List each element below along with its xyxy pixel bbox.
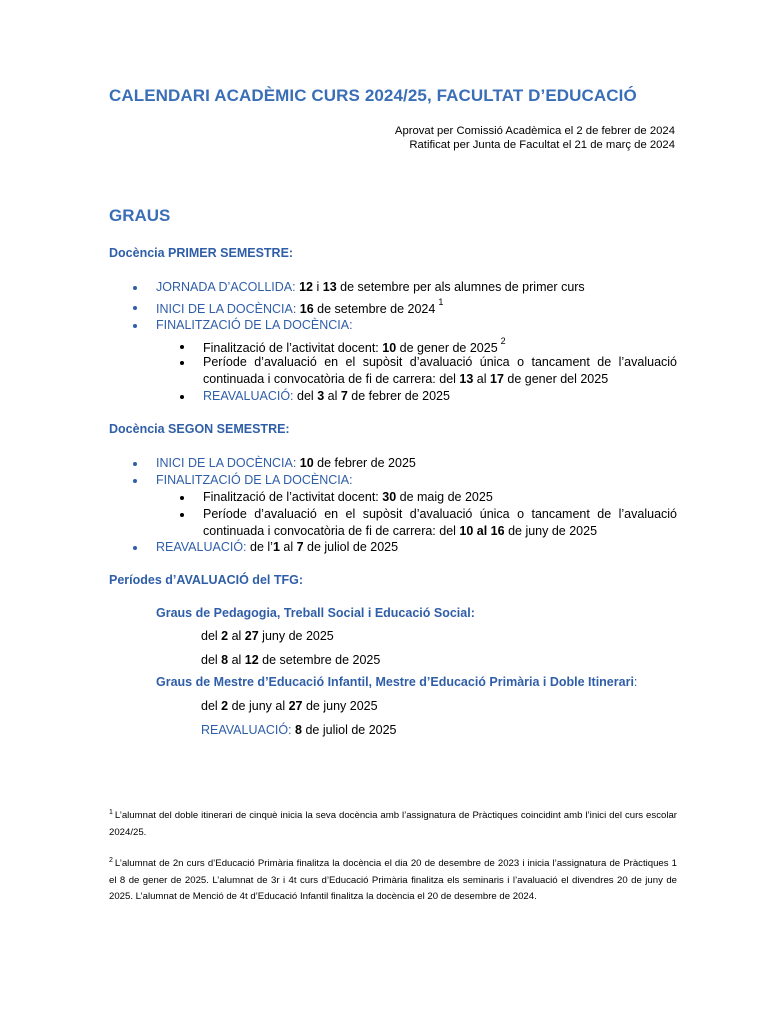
- approval-note: [395, 124, 675, 152]
- second-semester-inici: [156, 456, 416, 470]
- inici-label: INICI DE LA DOCÈNCIA:: [156, 302, 297, 317]
- acollida-day2: 13: [322, 280, 337, 294]
- bullet-icon: [180, 395, 186, 401]
- first-semester-acollida: [156, 280, 585, 294]
- period-rest: de setembre de 2025: [258, 653, 381, 667]
- period-from: 2: [221, 629, 229, 643]
- acollida-day1: 12: [299, 280, 314, 294]
- group2-heading-text: Graus de Mestre d’Educació Infantil, Mestre d’Educació Primària i Doble Itinerari: [156, 675, 634, 689]
- bullet-icon: [133, 324, 139, 330]
- reav-label: REAVALUACIÓ:: [156, 540, 247, 554]
- tfg-group2-period1: [201, 699, 378, 713]
- reav-rest: de juliol de 2025: [301, 723, 397, 737]
- period-from: 2: [221, 699, 229, 713]
- avaluacio-text: Període d’avaluació en el supòsit d’avaluació única o tancament de l’avaluació continuada i convocatòria de fi de carrera: del: [203, 355, 677, 386]
- first-semester-avaluacio: [203, 354, 677, 387]
- reav-label: REAVALUACIÓ:: [203, 389, 294, 403]
- period-al: al: [228, 629, 245, 643]
- period-rest: juny de 2025: [258, 629, 334, 643]
- bullet-icon: [180, 345, 186, 351]
- tfg-group2-reavaluacio: [201, 723, 397, 737]
- first-semester-fin-activitat: [203, 336, 506, 356]
- first-semester-inici: [156, 297, 444, 317]
- bullet-icon: [180, 496, 186, 502]
- first-semester-final-label: FINALITZACIÓ DE LA DOCÈNCIA:: [156, 318, 353, 332]
- inici-rest: de setembre de 2024: [313, 302, 436, 317]
- period-mid: de juny al: [228, 699, 289, 713]
- reav-del: de l’: [246, 540, 273, 554]
- tfg-group1-period1: [201, 629, 334, 643]
- first-semester-reavaluacio: [203, 389, 450, 403]
- reav-to: 7: [296, 540, 304, 554]
- inici-day: 16: [299, 302, 314, 317]
- reav-day: 8: [295, 723, 302, 737]
- period-al: al: [228, 653, 245, 667]
- period-from: 8: [221, 653, 229, 667]
- reav-to: 7: [340, 389, 348, 403]
- bullet-icon: [133, 286, 139, 292]
- period-del: del: [201, 699, 222, 713]
- footnote-2: [109, 853, 677, 906]
- inici-day: 10: [299, 456, 314, 470]
- period-to: 27: [288, 699, 303, 713]
- page-title: CALENDARI ACADÈMIC CURS 2024/25, FACULTAT D’EDUCACIÓ: [109, 86, 637, 105]
- fin-activitat-rest: de maig de 2025: [396, 490, 493, 504]
- footnote-ref-1[interactable]: 1: [438, 297, 444, 307]
- second-semester-final-label: FINALITZACIÓ DE LA DOCÈNCIA:: [156, 473, 353, 487]
- bullet-icon: [180, 513, 186, 519]
- avaluacio-to: 17: [490, 371, 504, 386]
- reav-label: REAVALUACIÓ:: [201, 723, 292, 737]
- footnote-1-text: L’alumnat del doble itinerari de cinquè inicia la seva docència amb l’assignatura de Pràctiques coincidint amb l’inici del curs escolar 2024/25.: [109, 810, 677, 838]
- avaluacio-range: 10 al 16: [459, 523, 505, 538]
- inici-label: INICI DE LA DOCÈNCIA:: [156, 456, 297, 470]
- fin-activitat-text: Finalització de l’activitat docent:: [203, 341, 383, 356]
- inici-rest: de febrer de 2025: [313, 456, 416, 470]
- fin-activitat-day: 30: [382, 490, 397, 504]
- first-semester-heading: Docència PRIMER SEMESTRE:: [109, 246, 294, 260]
- second-semester-reavaluacio: [156, 540, 398, 554]
- reav-del: del: [293, 389, 318, 403]
- footnote-2-text: L’alumnat de 2n curs d’Educació Primària finalitza la docència el dia 20 de desembre de 2023 i inicia l’assignatura de Pràctiques 1 el 8 de gener de 2025. L’alumnat de 3r i 4t curs d’Educació Primària finalitza els seminaris i l’avaluació el divendres 20 de juny de 2025. L’alumnat de Menció de 4t d’Educació Infantil finalitza la docència el 20 de desembre de 2024.: [109, 858, 677, 902]
- section-heading-graus: GRAUS: [109, 206, 171, 225]
- fin-activitat-rest: de gener de 2025: [396, 341, 498, 356]
- reav-rest: de juliol de 2025: [303, 540, 399, 554]
- acollida-label: JORNADA D’ACOLLIDA:: [156, 280, 296, 294]
- avaluacio-al: al: [473, 371, 490, 386]
- fin-activitat-text: Finalització de l’activitat docent:: [203, 490, 383, 504]
- reav-al: al: [279, 540, 297, 554]
- approval-line-board: Ratificat per Junta de Facultat el 21 de març de 2024: [409, 139, 675, 151]
- period-to: 27: [244, 629, 259, 643]
- avaluacio-rest: de gener del 2025: [503, 371, 609, 386]
- bullet-icon: [180, 361, 186, 367]
- group2-colon: :: [633, 675, 638, 689]
- avaluacio-from: 13: [459, 371, 474, 386]
- tfg-group1-period2: [201, 653, 380, 667]
- second-semester-heading: Docència SEGON SEMESTRE:: [109, 422, 290, 436]
- second-semester-fin-activitat: [203, 490, 493, 504]
- reav-from: 1: [272, 540, 280, 554]
- bullet-icon: [133, 306, 139, 312]
- footnote-ref-2[interactable]: 2: [500, 336, 506, 346]
- tfg-heading: Períodes d’AVALUACIÓ del TFG:: [109, 573, 303, 587]
- reav-al: al: [324, 389, 341, 403]
- period-del: del: [201, 653, 222, 667]
- acollida-and: i: [313, 280, 323, 294]
- fin-activitat-day: 10: [382, 341, 397, 356]
- tfg-group1-heading: Graus de Pedagogia, Treball Social i Educació Social:: [156, 606, 475, 620]
- bullet-icon: [133, 479, 139, 485]
- period-del: del: [201, 629, 222, 643]
- footnote-1: [109, 805, 677, 841]
- tfg-group2-heading: [156, 675, 637, 689]
- second-semester-avaluacio: [203, 506, 677, 539]
- period-to: 12: [244, 653, 259, 667]
- period-rest: de juny 2025: [302, 699, 378, 713]
- bullet-icon: [133, 546, 139, 552]
- footnote-2-mark: 2: [109, 857, 113, 864]
- avaluacio-text: Període d’avaluació en el supòsit d’avaluació única o tancament de l’avaluació continuada i convocatòria de fi de carrera: del: [203, 507, 677, 538]
- reav-from: 3: [317, 389, 325, 403]
- avaluacio-rest: de juny de 2025: [504, 523, 598, 538]
- approval-line-commission: Aprovat per Comissió Acadèmica el 2 de febrer de 2024: [394, 125, 675, 137]
- bullet-icon: [133, 462, 139, 468]
- acollida-rest: de setembre per als alumnes de primer curs: [336, 280, 585, 294]
- reav-rest: de febrer de 2025: [347, 389, 450, 403]
- footnote-1-mark: 1: [109, 809, 113, 816]
